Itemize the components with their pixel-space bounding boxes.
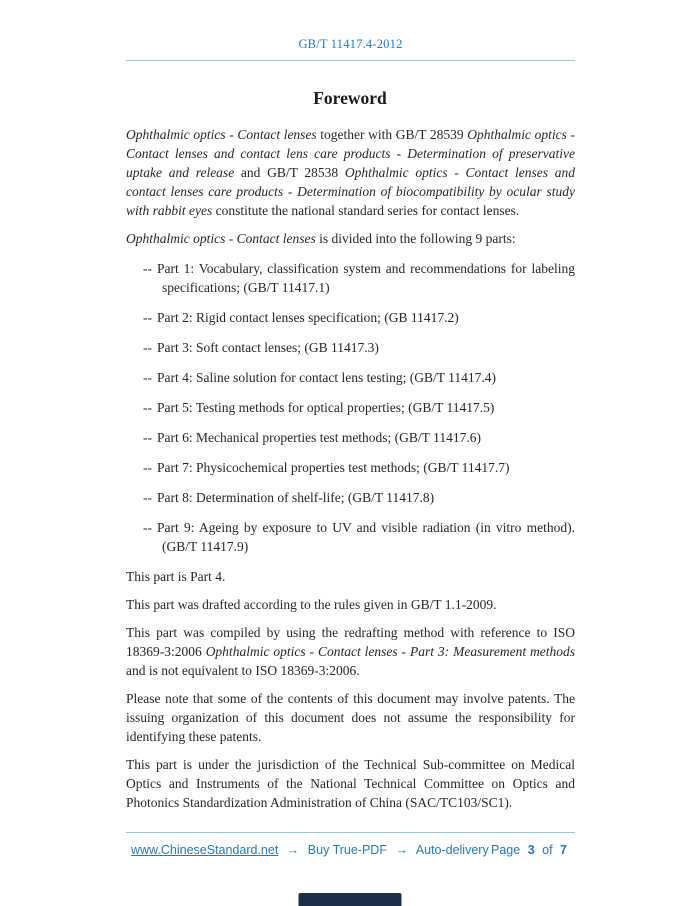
paragraph-jurisdiction: This part is under the jurisdiction of the Technical Sub-committee on Medical Optics and Instruments of the National Technical Committee on Optics and Photonics Standardization Administration of China (SAC/TC103/SC1). <box>126 757 575 810</box>
arrow-icon: → <box>286 843 300 857</box>
list-item-part8 <box>126 488 575 507</box>
paragraph-drafted: This part was drafted according to the rules given in GB/T 1.1-2009. <box>126 597 497 612</box>
list-marker: -- <box>143 520 152 535</box>
list-marker: -- <box>143 370 152 385</box>
page-title: Foreword <box>313 88 387 108</box>
footer-action-delivery: Auto-delivery <box>415 843 489 857</box>
list-item-text: Part 8: Determination of shelf-life; (GB/T 11417.8) <box>157 490 435 505</box>
paragraph-compiled: This part was compiled by using the redrafting method with reference to ISO 18369-3:2006 Ophthalmic optics - Contact lenses - Part 3: Measurement methods and is not equivalent to ISO 18369-3:2006. <box>126 625 575 678</box>
total-pages: 7 <box>560 843 567 857</box>
list-item-text: Part 4: Saline solution for contact lens testing; (GB/T 11417.4) <box>157 370 496 385</box>
of-label: of <box>542 843 553 857</box>
footer-link[interactable]: www.ChineseStandard.net <box>131 843 279 857</box>
list-marker: -- <box>143 310 152 325</box>
doc-header <box>126 37 575 61</box>
parts-list <box>126 259 575 556</box>
list-item-text: Part 1: Vocabulary, classification system and recommendations for labeling specifications; (GB/T 11417.1) <box>157 261 575 295</box>
page-indicator <box>489 842 575 858</box>
list-marker: -- <box>143 261 152 276</box>
list-marker: -- <box>143 460 152 475</box>
page-label: Page <box>491 843 521 857</box>
list-marker: -- <box>143 340 152 355</box>
page-footer <box>126 832 575 858</box>
list-item-text: Part 6: Mechanical properties test methods; (GB/T 11417.6) <box>157 430 481 445</box>
arrow-icon: → <box>395 843 408 857</box>
foreword-body <box>126 125 575 812</box>
list-item-part1 <box>126 259 575 297</box>
list-marker: -- <box>143 490 152 505</box>
doc-number: GB/T 11417.4-2012 <box>298 37 403 51</box>
list-item-part3 <box>126 338 575 357</box>
paragraph-division: Ophthalmic optics - Contact lenses is divided into the following 9 parts: <box>126 231 516 246</box>
list-item-text: Part 9: Ageing by exposure to UV and visible radiation (in vitro method). (GB/T 11417.9) <box>157 520 575 554</box>
list-item-part5 <box>126 398 575 417</box>
footer-promo <box>126 842 489 858</box>
list-marker: -- <box>143 430 152 445</box>
list-item-text: Part 3: Soft contact lenses; (GB 11417.3) <box>157 340 379 355</box>
page-number: 3 <box>527 843 535 857</box>
bottom-bar <box>299 893 402 906</box>
list-item-part9 <box>126 518 575 556</box>
list-item-part6 <box>126 428 575 447</box>
list-item-text: Part 5: Testing methods for optical properties; (GB/T 11417.5) <box>157 400 495 415</box>
list-item-part4 <box>126 368 575 387</box>
list-item-text: Part 7: Physicochemical properties test methods; (GB/T 11417.7) <box>157 460 510 475</box>
paragraph-patents: Please note that some of the contents of this document may involve patents. The issuing organization of this document does not assume the responsibility for identifying these patents. <box>126 691 575 744</box>
paragraph-intro: Ophthalmic optics - Contact lenses together with GB/T 28539 Ophthalmic optics - Contact lenses and contact lens care products - Determination of preservative uptake and release and GB/T 28538 Ophthalmic optics - Contact lenses and contact lenses care products - Determination of biocompatibility by ocular study with rabbit eyes constitute the national standard series for contact lenses. <box>126 127 576 218</box>
list-item-part7 <box>126 458 575 477</box>
list-item-text: Part 2: Rigid contact lenses specification; (GB 11417.2) <box>157 310 459 325</box>
list-item-part2 <box>126 308 575 327</box>
list-marker: -- <box>143 400 152 415</box>
footer-action-buy: Buy True-PDF <box>307 843 387 857</box>
paragraph-this-part: This part is Part 4. <box>126 569 226 584</box>
